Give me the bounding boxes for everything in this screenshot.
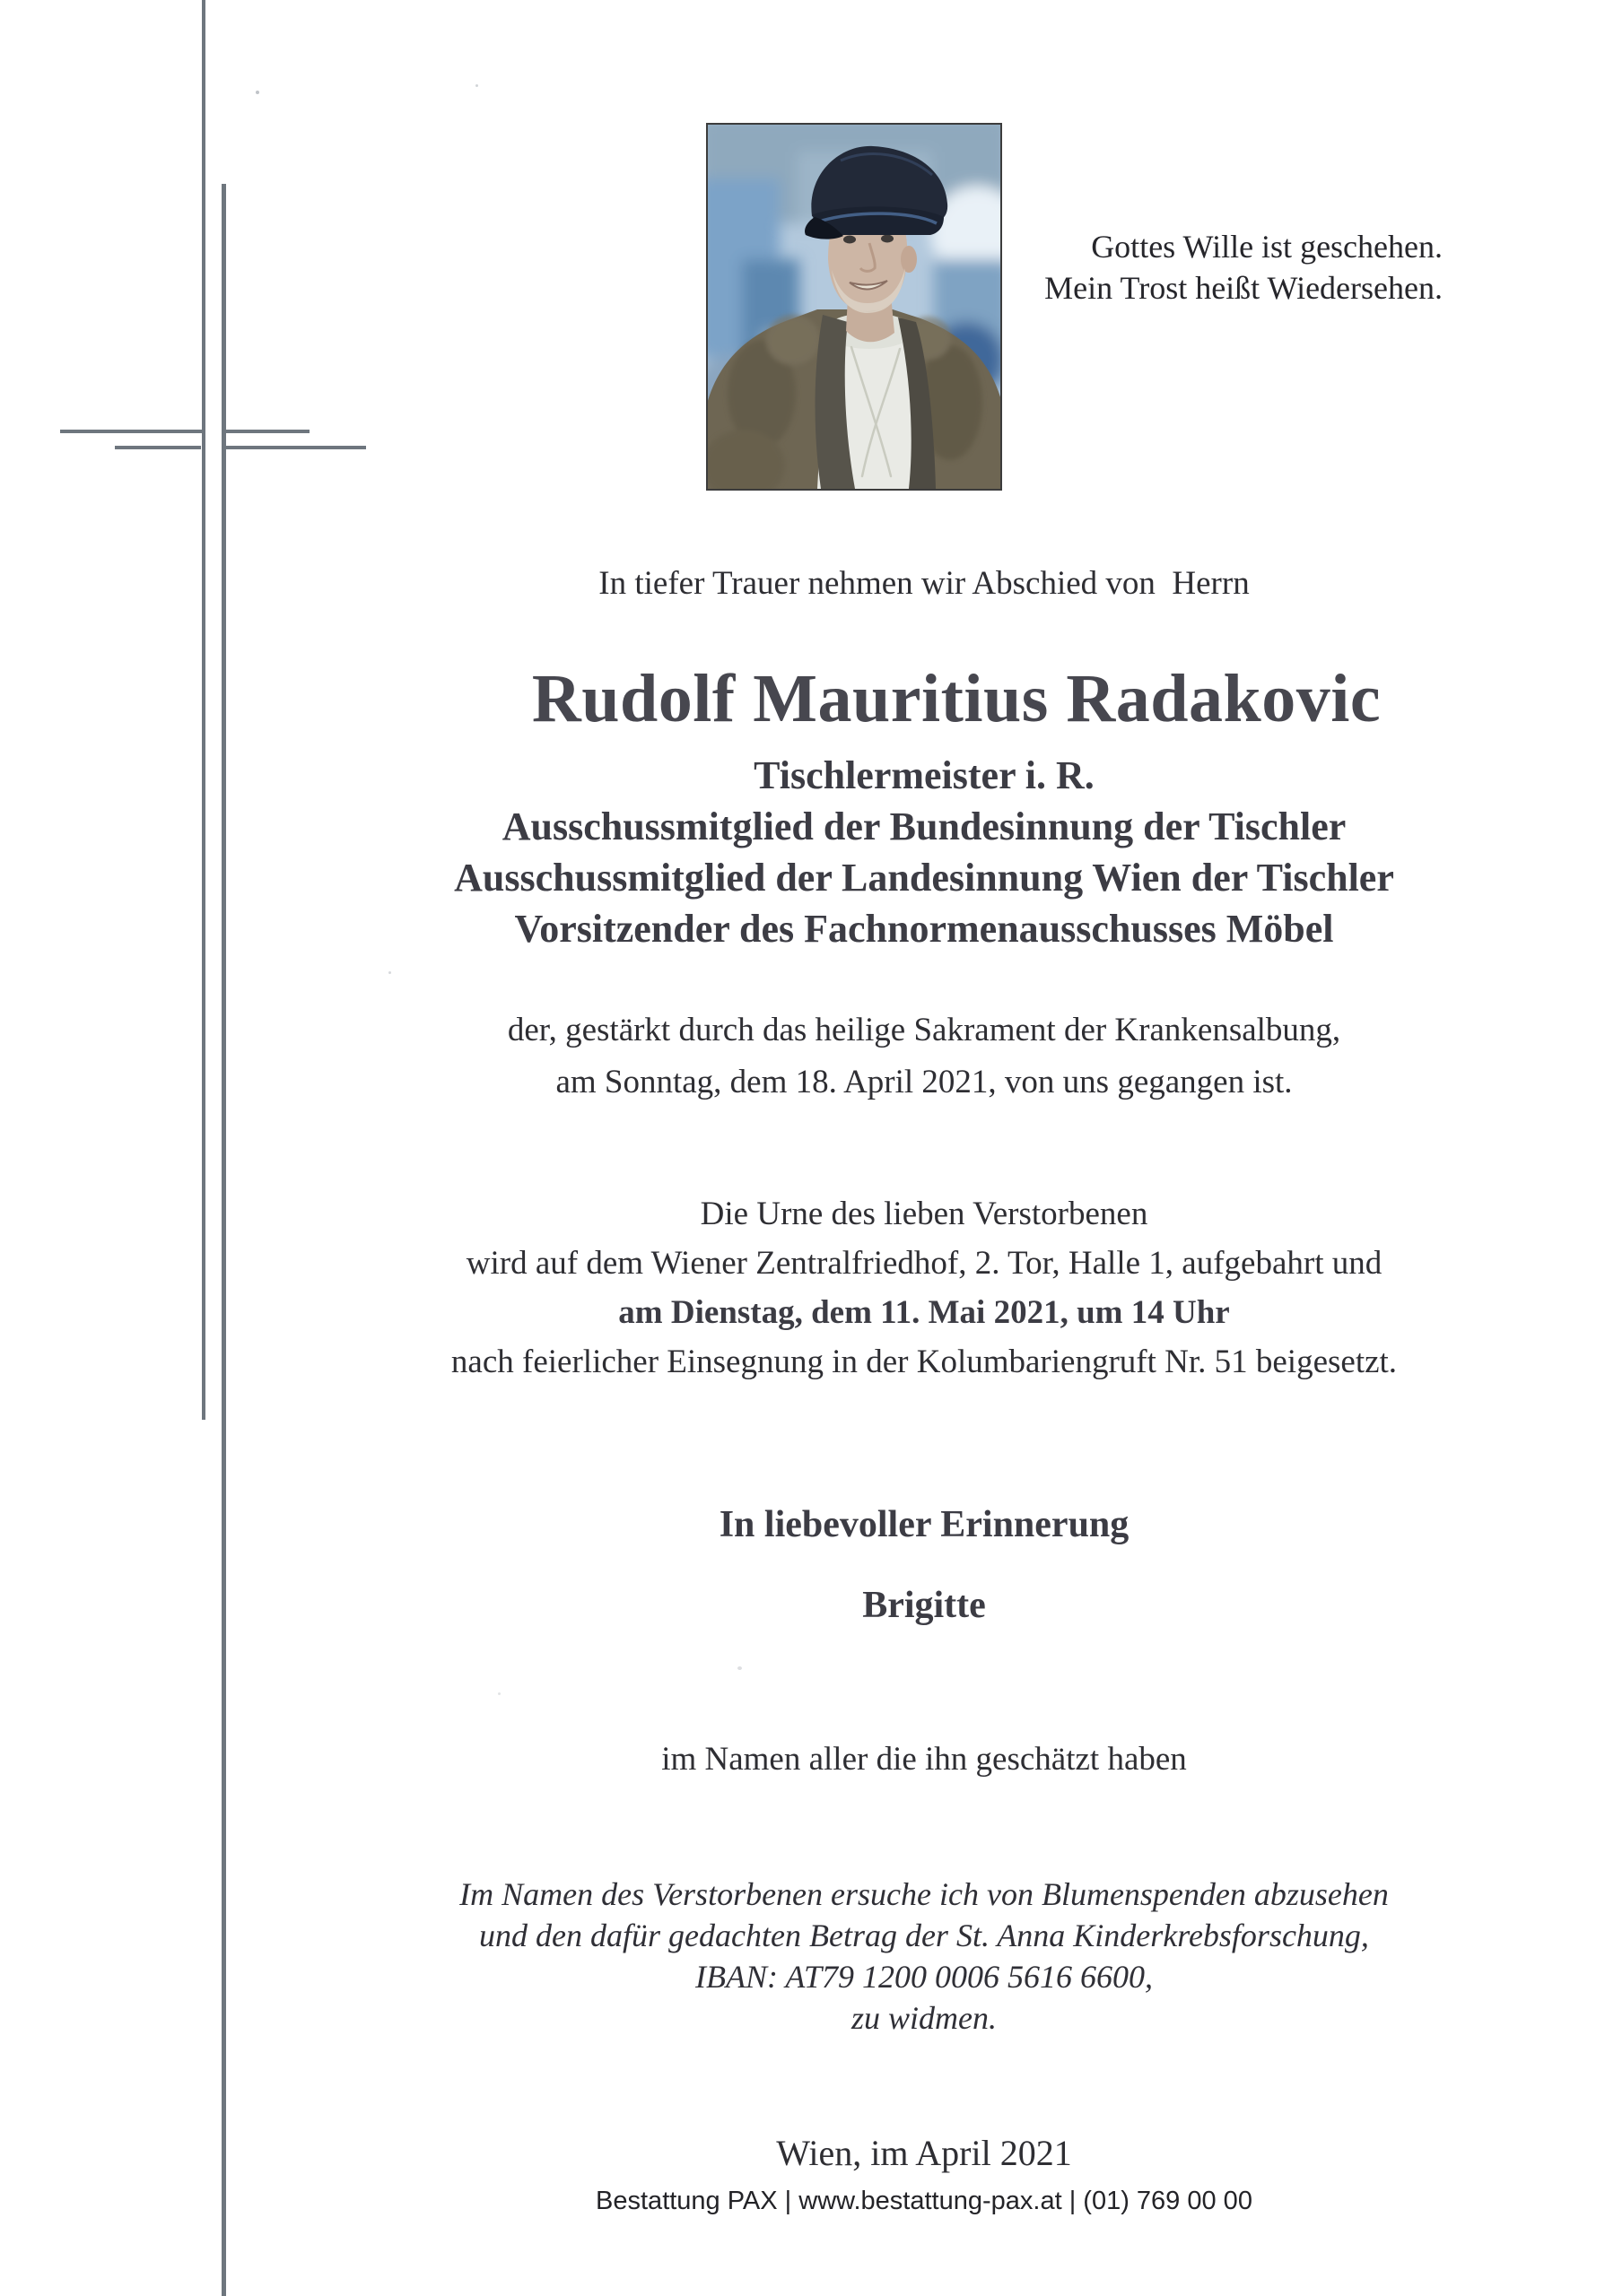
motto-line-2: Mein Trost heißt Wiedersehen. [1044, 270, 1443, 306]
passing-block [243, 1004, 1605, 1109]
remembrance-heading: In liebevoller Erinnerung [719, 1504, 1130, 1545]
funeral-block [243, 1189, 1605, 1387]
donation-line-1: Im Namen des Verstorbenen ersuche ich von Blumenspenden abzusehen [459, 1876, 1389, 1912]
donation-line-4: zu widmen. [851, 2000, 997, 2036]
funeral-line-2: wird auf dem Wiener Zentralfriedhof, 2. Tor, Halle 1, aufgebahrt und [466, 1245, 1383, 1282]
cross-vertical-left [202, 0, 205, 1420]
cross-arm-upper-right [222, 430, 310, 433]
portrait-illustration [708, 125, 1000, 489]
cross-arm-upper-left [60, 430, 202, 433]
deceased-role: Vorsitzender des Fachnormenausschusses Möbel [514, 907, 1334, 951]
funeral-line-1: Die Urne des lieben Verstorbenen [700, 1196, 1148, 1232]
cross-vertical-right [222, 184, 226, 2296]
scan-speck [256, 91, 259, 94]
scan-speck [498, 1692, 501, 1695]
cross-arm-lower-left [115, 446, 201, 449]
donation-line-2: und den dafür gedachten Betrag der St. Anna Kinderkrebsforschung, [479, 1918, 1369, 1953]
donation-iban-line: IBAN: AT79 1200 0006 5616 6600, [695, 1959, 1153, 1995]
cross-arm-lower-right [222, 446, 366, 449]
deceased-titles-block [243, 750, 1605, 954]
place-date-line: Wien, im April 2021 [776, 2133, 1072, 2173]
scan-speck [737, 1666, 742, 1670]
deceased-title: Tischlermeister i. R. [754, 753, 1095, 797]
scan-speck [475, 84, 478, 87]
funeral-line-4: nach feierlicher Einsegnung in der Kolumbariengruft Nr. 51 beigesetzt. [450, 1344, 1398, 1380]
intro-line: In tiefer Trauer nehmen wir Abschied von Herrn [598, 565, 1250, 602]
deceased-role: Ausschussmitglied der Bundesinnung der Tischler [502, 804, 1347, 848]
behalf-line: im Namen aller die ihn geschätzt haben [661, 1741, 1187, 1778]
mourner-name: Brigitte [862, 1585, 986, 1626]
motto-block [1044, 226, 1443, 309]
passing-line-1: der, gestärkt durch das heilige Sakrament der Krankensalbung, [507, 1012, 1341, 1048]
deceased-role: Ausschussmitglied der Landesinnung Wien der Tischler [454, 856, 1394, 900]
deceased-name: Rudolf Mauritius Radakovic [531, 661, 1382, 736]
motto-line-1: Gottes Wille ist geschehen. [1091, 229, 1443, 265]
passing-line-2: am Sonntag, dem 18. April 2021, von uns gegangen ist. [555, 1064, 1293, 1100]
funeral-home-line: Bestattung PAX | www.bestattung-pax.at | (01) 769 00 00 [596, 2187, 1252, 2215]
donation-block [243, 1874, 1605, 2039]
portrait-photo [706, 123, 1002, 491]
scan-speck [388, 971, 391, 974]
funeral-date-line: am Dienstag, dem 11. Mai 2021, um 14 Uhr [618, 1294, 1230, 1331]
